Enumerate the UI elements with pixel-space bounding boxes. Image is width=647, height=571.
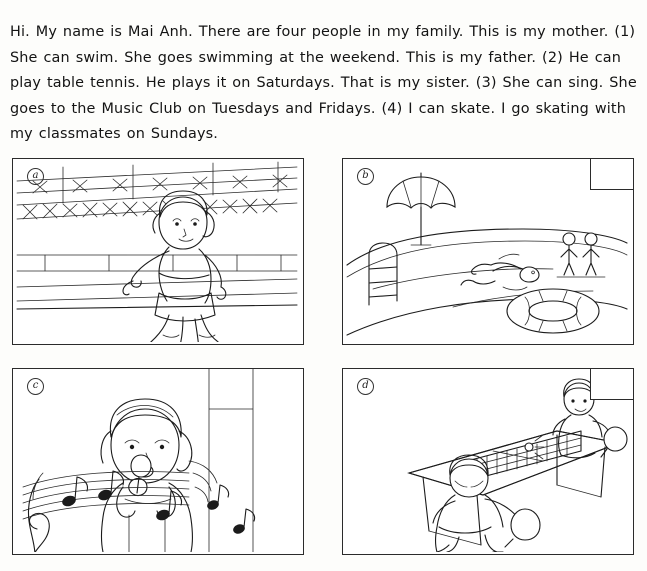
picture-label-b: b: [357, 167, 374, 185]
table-tennis-icon: [343, 369, 631, 552]
picture-cell-b[interactable]: [342, 158, 634, 345]
picture-grid: [12, 158, 635, 558]
swimming-icon: [343, 159, 631, 342]
reading-passage: Hi. My name is Mai Anh. There are four people in my family. This is my mother. (1) She can swim. She goes swimming at the weekend. This is my father. (2) He can play table tennis. He plays it on Saturdays. That is my sister. (3) She can sing. She goes to the Music Club on Tuesdays and Fridays. (4) I can skate. I go skating with my classmates on Sundays.: [10, 24, 637, 143]
singing-icon: [13, 369, 301, 552]
picture-notch-b: [590, 159, 633, 190]
picture-label-c: c: [27, 377, 44, 395]
picture-cell-a[interactable]: [12, 158, 304, 345]
picture-cell-c[interactable]: [12, 368, 304, 555]
picture-label-d: d: [357, 377, 374, 395]
skating-icon: [13, 159, 301, 342]
picture-cell-d[interactable]: [342, 368, 634, 555]
picture-label-a: a: [27, 167, 44, 185]
picture-notch-d: [590, 369, 633, 400]
